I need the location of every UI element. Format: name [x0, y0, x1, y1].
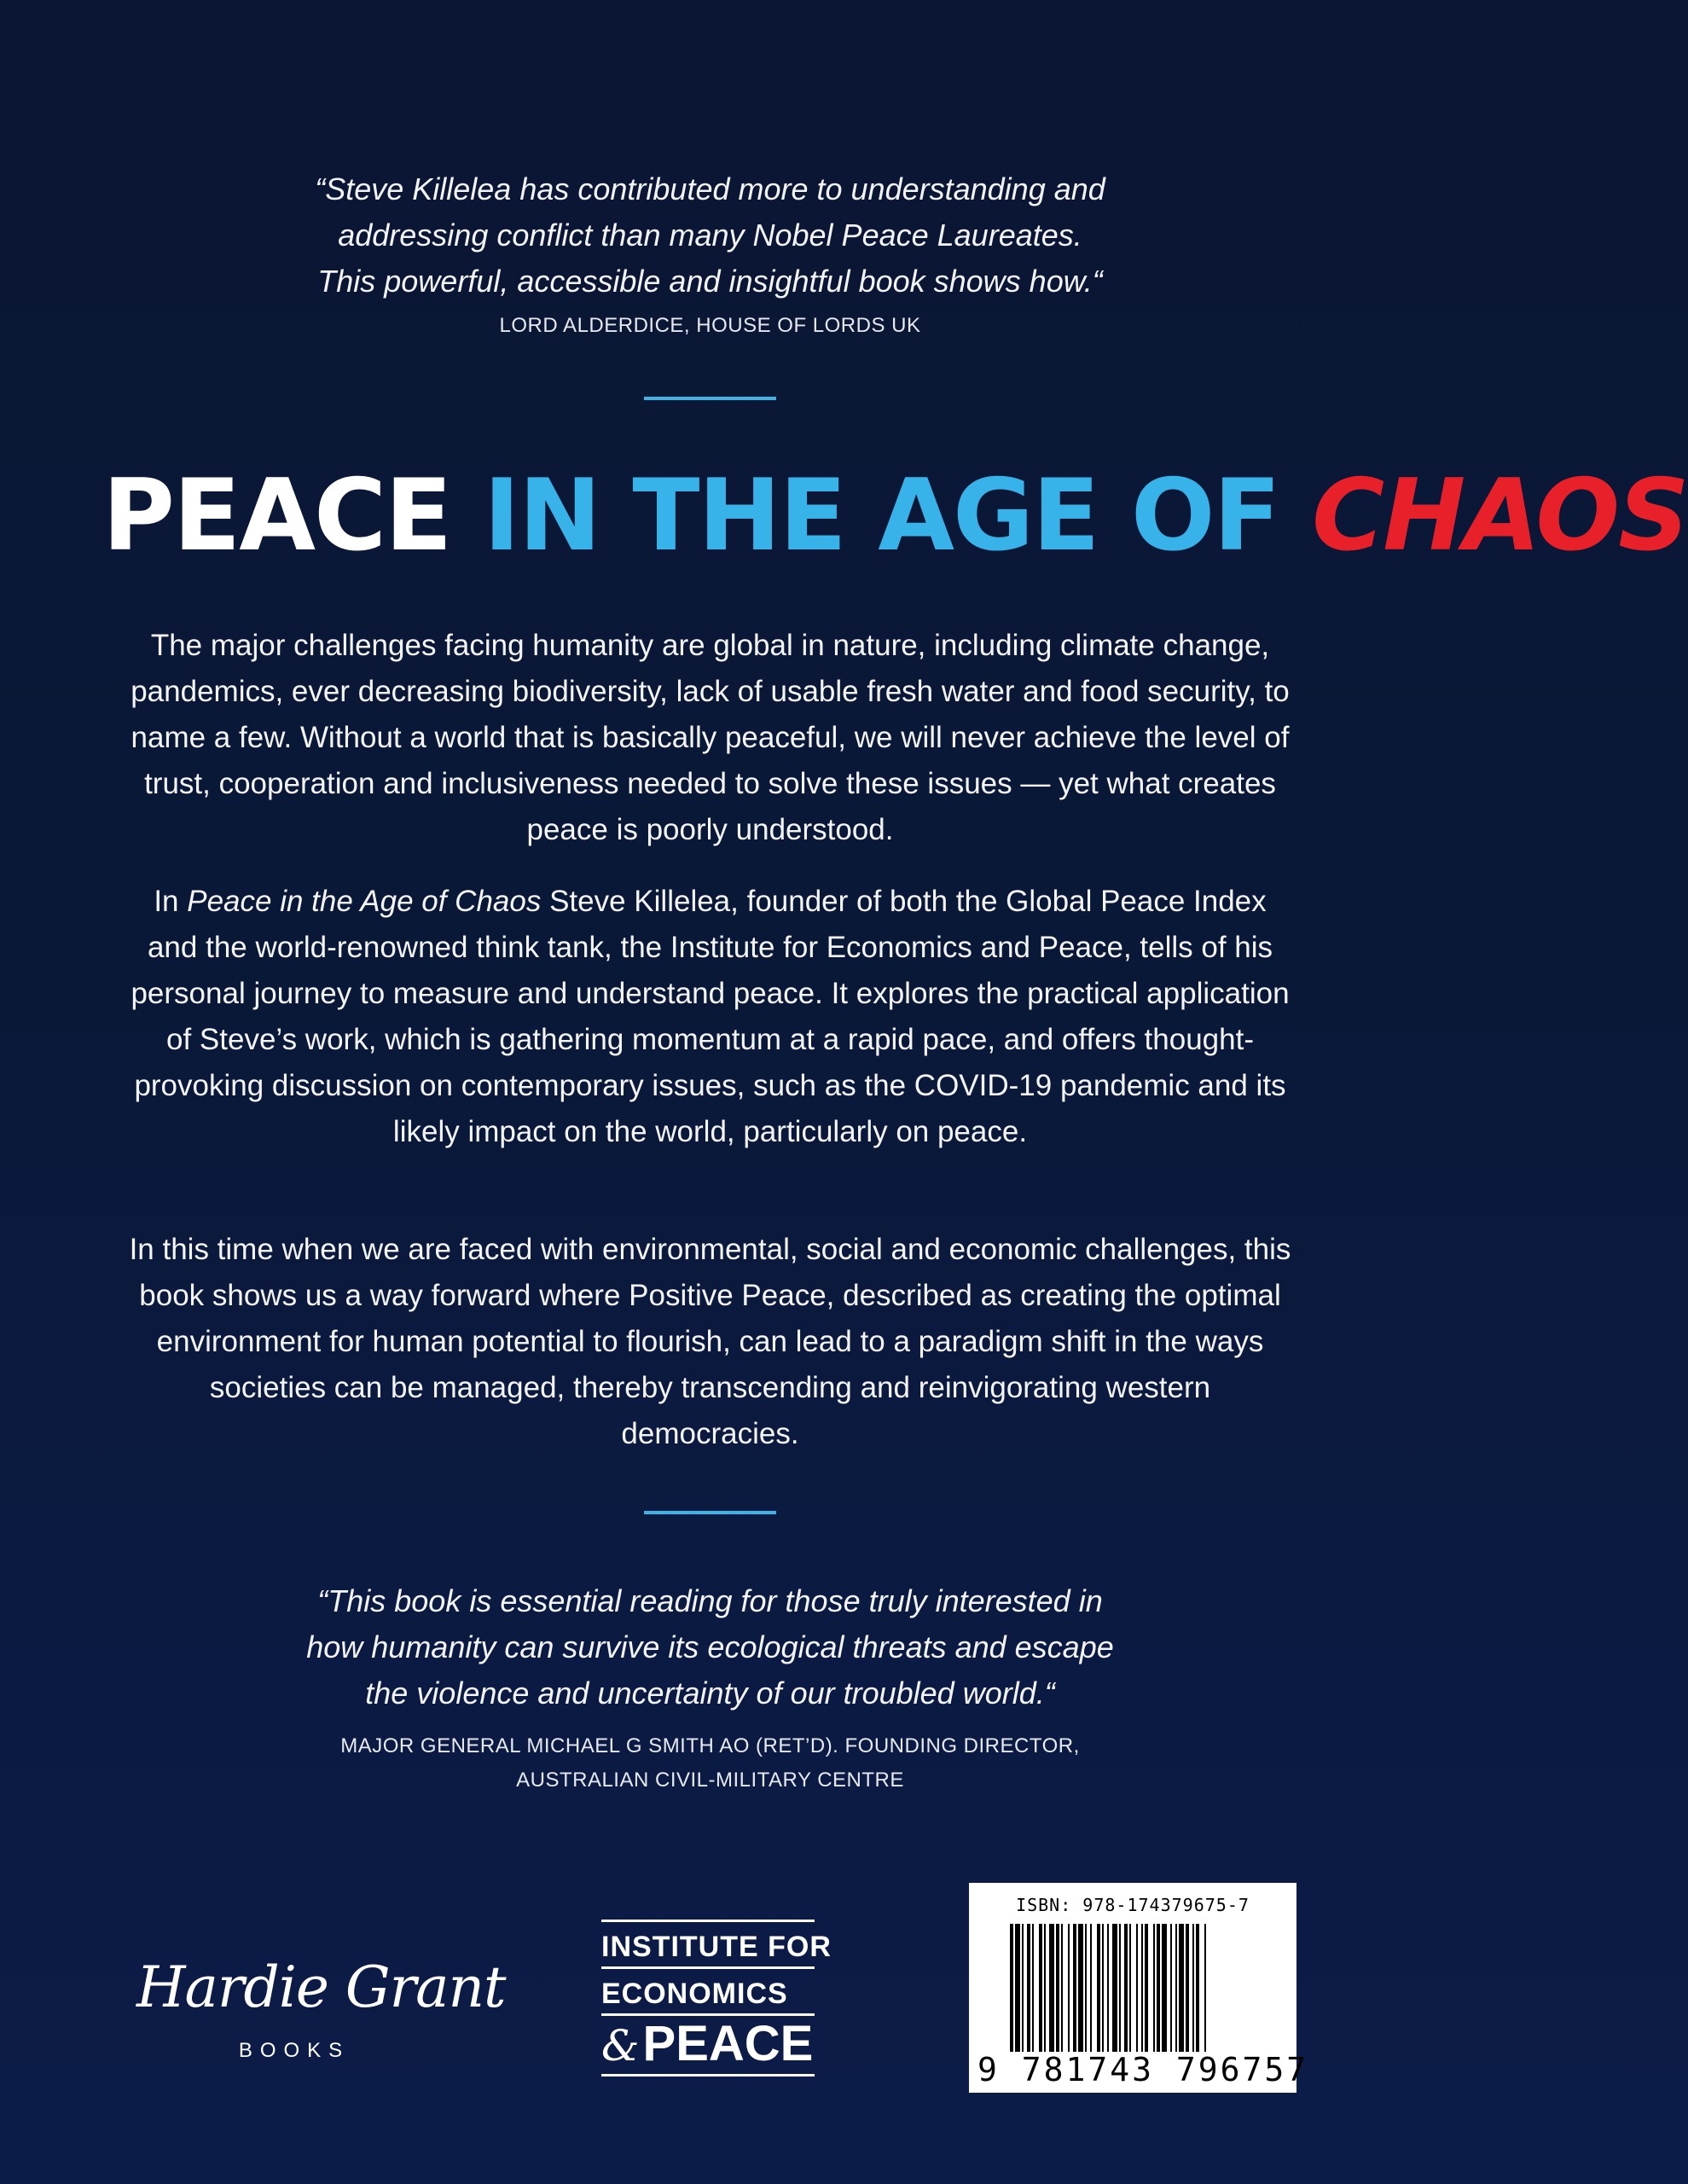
title-word-chaos: CHAOS: [1312, 458, 1688, 573]
top-quote-line: This powerful, accessible and insightful book shows how.“: [317, 264, 1103, 299]
top-quote-attribution: LORD ALDERDICE, HOUSE OF LORDS UK: [499, 314, 921, 337]
bottom-attribution-line: AUSTRALIAN CIVIL-MILITARY CENTRE: [516, 1769, 904, 1792]
blurb-p2-book-title: Peace in the Age of Chaos: [187, 885, 542, 918]
barcode-bar: [1039, 1924, 1042, 2052]
hardie-grant-logo: [136, 1954, 506, 2063]
bottom-quote: [171, 1578, 1250, 1716]
iep-ampersand: &: [601, 2021, 640, 2071]
bottom-attribution-line: MAJOR GENERAL MICHAEL G SMITH AO (RET’D). FOUNDING DIRECTOR,: [340, 1734, 1080, 1757]
barcode-bar: [1136, 1924, 1138, 2052]
barcode-bar: [1107, 1924, 1109, 2052]
title-words-in-the-age-of: IN THE AGE OF: [483, 458, 1279, 573]
bottom-quote-attribution: [171, 1729, 1250, 1798]
iep-logo: [601, 1920, 832, 2077]
barcode-bar: [1049, 1924, 1054, 2052]
barcode-bar: [1044, 1924, 1046, 2052]
barcode-bar: [1141, 1924, 1143, 2052]
barcode-bar: [1032, 1924, 1034, 2052]
barcode-bar: [1124, 1924, 1128, 2052]
barcode-bar: [1175, 1924, 1177, 2052]
barcode-bar: [1196, 1924, 1199, 2052]
barcode-bar: [1090, 1924, 1092, 2052]
iep-peace-word: PEACE: [642, 2016, 814, 2071]
blurb-paragraph-2: [128, 879, 1292, 1155]
hardie-grant-wordmark: Hardie Grant: [136, 1955, 506, 2020]
barcode-bar: [1179, 1924, 1184, 2052]
top-quote-line: “Steve Killelea has contributed more to understanding and: [315, 171, 1105, 206]
barcode-bar: [1097, 1924, 1100, 2052]
barcode-bar: [1061, 1924, 1063, 2052]
barcode-bar: [1027, 1924, 1030, 2052]
barcode-bar: [1170, 1924, 1172, 2052]
blurb-paragraph-3: In this time when we are faced with environmental, social and economic challenges, this book shows us a way forward where Positive Peace, described as creating the optimal environment for human potential to flourish, can lead to a paradigm shift in the ways societies can be managed, thereby transcending and reinvigorating western democracies.: [129, 1233, 1291, 1450]
barcode-bar: [1085, 1924, 1087, 2052]
iep-rule-middle: [601, 1966, 815, 1969]
barcode-bar: [1186, 1924, 1189, 2052]
book-title: [102, 458, 1688, 573]
barcode-digits: 9 781743 796757: [977, 2051, 1309, 2088]
iep-rule-top: [601, 1920, 815, 1922]
title-word-peace: PEACE: [102, 458, 451, 573]
top-quote-line: addressing conflict than many Nobel Peace Laureates.: [338, 218, 1082, 253]
divider-bottom: [644, 1511, 776, 1514]
barcode-bar: [1112, 1924, 1117, 2052]
bottom-quote-line: the violence and uncertainty of our troubled world.“: [365, 1676, 1055, 1711]
barcode-bars: [1010, 1924, 1266, 2052]
barcode-bar: [1204, 1924, 1206, 2052]
bottom-quote-line: how humanity can survive its ecological threats and escape: [306, 1629, 1114, 1664]
isbn-label: ISBN: 978-174379675-7: [1016, 1895, 1250, 1915]
barcode-bar: [1192, 1924, 1194, 2052]
barcode-bar: [1073, 1924, 1076, 2052]
isbn-barcode: [969, 1883, 1309, 2093]
barcode-bar: [1162, 1924, 1167, 2052]
divider-top: [644, 397, 776, 400]
top-quote: [171, 166, 1250, 305]
barcode-bar: [1145, 1924, 1148, 2052]
bottom-quote-line: “This book is essential reading for those truly interested in: [317, 1583, 1103, 1618]
barcode-bar: [1015, 1924, 1020, 2052]
barcode-bar: [1056, 1924, 1059, 2052]
barcode-bar: [1153, 1924, 1155, 2052]
barcode-bar: [1157, 1924, 1160, 2052]
barcode-bar: [1010, 1924, 1013, 2052]
barcode-bar: [1129, 1924, 1131, 2052]
barcode-bar: [1022, 1924, 1024, 2052]
iep-line-institute: INSTITUTE FOR: [601, 1931, 832, 1963]
blurb-paragraph-1: The major challenges facing humanity are global in nature, including climate change, pandemics, ever decreasing biodiversity, lack of usable fresh water and food security, to name a few. Without a world that is basically peaceful, we will never achieve the level of trust, cooperation and inclusiveness needed to solve these issues — yet what creates peace is poorly understood.: [131, 629, 1290, 846]
barcode-bar: [1068, 1924, 1070, 2052]
blurb-p2-rest: Steve Killelea, founder of both the Global Peace Index and the world-renowned think tank, the Institute for Economics and Peace, tells of his personal journey to measure and understand peace. It explores the practical application of Steve’s work, which is gathering momentum at a rapid pace, and offers thought-provoking discussion on contemporary issues, such as the COVID-19 pandemic and its likely impact on the world, particularly on peace.: [131, 885, 1290, 1148]
barcode-bar: [1078, 1924, 1083, 2052]
blurb-p2-lead: In: [154, 885, 188, 918]
iep-line-economics: ECONOMICS: [601, 1978, 788, 2010]
iep-rule-bottom: [601, 2074, 815, 2077]
iep-line-peace: [601, 2016, 815, 2074]
barcode-bar: [1102, 1924, 1104, 2052]
barcode-bar: [1119, 1924, 1121, 2052]
hardie-grant-books: BOOKS: [238, 2039, 351, 2062]
